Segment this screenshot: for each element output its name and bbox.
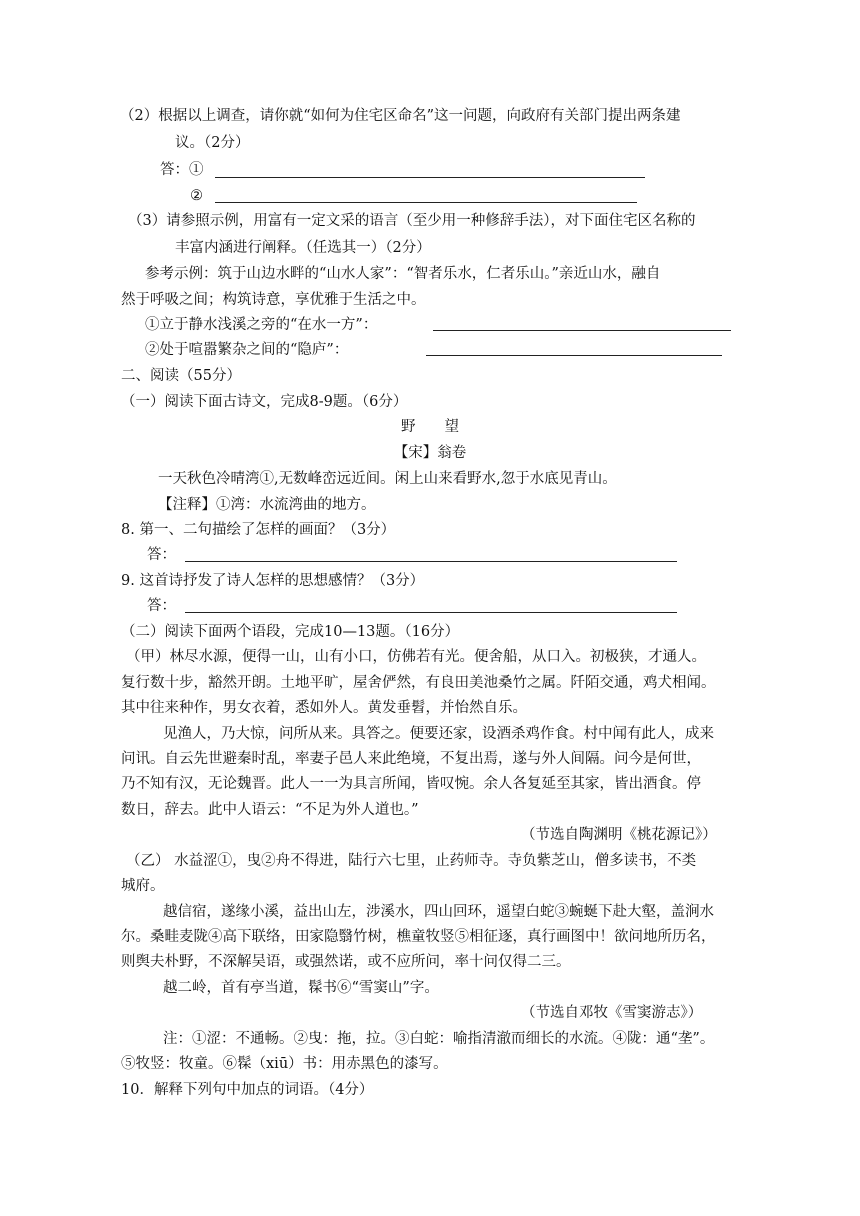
passage-jia-line: 问讯。自云先世避秦时乱，率妻子邑人来此绝境，不复出焉，遂与外人间隔。问今是何世， <box>121 751 701 767</box>
passage-yi-line: 越信宿，遂缘小溪，益出山左，涉溪水，四山回环，遥望白蛇③蜿蜒下赴大壑，盖涧水 <box>163 904 714 920</box>
question-8-answer-label: 答： <box>147 547 176 563</box>
q2-answer-1-blank[interactable] <box>215 177 645 178</box>
q3-example-line1: 参考示例：筑于山边水畔的“山水人家”：“智者乐水，仁者乐山。”亲近山水，融自 <box>145 266 661 282</box>
question-9: 9. 这首诗抒发了诗人怎样的思想感情？（3分） <box>121 573 425 589</box>
q2-line2: 议。（2分） <box>175 135 250 151</box>
passage-jia-line: 数日，辞去。此中人语云：“不足为外人道也。” <box>121 802 419 818</box>
q3-item2-blank[interactable] <box>426 355 722 356</box>
question-8-answer-blank[interactable] <box>185 561 677 562</box>
q2-answer-2-blank[interactable] <box>215 202 637 203</box>
passage-yi-line: 越二岭，首有亭当道，髹书⑥“雪窦山”字。 <box>163 980 439 996</box>
passage-notes-line2: ⑤牧竖：牧童。⑥髹（xiū）书：用赤黑色的漆写。 <box>121 1056 448 1072</box>
question-9-answer-label: 答： <box>147 598 176 614</box>
passage-yi-line: 城府。 <box>121 878 165 894</box>
passage-yi-source: （节选自邓牧《雪窦游志》） <box>521 1005 703 1021</box>
poem-author: 【宋】翁卷 <box>393 445 467 461</box>
q3-line2: 丰富内涵进行阐释。（任选其一）（2分） <box>175 240 431 256</box>
q2-answer-1-label: 答：① <box>160 162 204 178</box>
poem-note: 【注释】①湾：水流湾曲的地方。 <box>158 497 376 513</box>
question-10: 10．解释下列句中加点的词语。（4分） <box>121 1082 374 1098</box>
passage-jia-line: 见渔人，乃大惊，问所从来。具答之。便要还家，设酒杀鸡作食。村中闻有此人，成来 <box>163 726 714 742</box>
part1-intro: （一）阅读下面古诗文，完成8-9题。（6分） <box>121 394 408 410</box>
q3-example-line2: 然于呼吸之间；构筑诗意，享优雅于生活之中。 <box>121 292 426 308</box>
passage-jia-line: （甲）林尽水源，便得一山，山有小口，仿佛若有光。便舍船，从口入。初极狭，才通人。 <box>126 649 706 665</box>
passage-jia-line: 其中往来种作，男女衣着，悉如外人。黄发垂髫，并怡然自乐。 <box>121 700 527 716</box>
q2-answer-2-label: ② <box>190 188 203 204</box>
poem-text: 一天秋色冷晴湾①,无数峰峦远近间。闲上山来看野水,忽于水底见青山。 <box>158 471 617 487</box>
q3-line1: （3）请参照示例，用富有一定文采的语言（至少用一种修辞手法），对下面住宅区名称的 <box>128 213 696 229</box>
q3-item1: ①立于静水浅溪之旁的“在水一方”： <box>145 317 378 333</box>
passage-jia-source: （节选自陶渊明《桃花源记》） <box>521 827 717 843</box>
part2-intro: （二）阅读下面两个语段，完成10—13题。（16分） <box>121 624 460 640</box>
question-9-answer-blank[interactable] <box>185 612 677 613</box>
q3-item1-blank[interactable] <box>433 330 731 331</box>
passage-yi-line: 则舆夫朴野，不深解吴语，或强然诺，或不应所问，率十问仅得二三。 <box>121 954 571 970</box>
question-8: 8. 第一、二句描绘了怎样的画面？（3分） <box>121 522 396 538</box>
passage-notes-line1: 注：①涩：不通畅。②曳：拖，拉。③白蛇：喻指清澈而细长的水流。④陇：通“垄”。 <box>163 1031 715 1047</box>
passage-yi-line: 尔。桑畦麦陇④高下联络，田家隐翳竹树，樵童牧竖⑤相征逐，真行画图中！欲问地所历名， <box>121 929 716 945</box>
poem-title: 野 望 <box>401 419 459 435</box>
passage-yi-line: （乙） 水益涩①，曳②舟不得进，陆行六七里，止药师寺。寺负紫芝山，僧多读书，不类 <box>126 853 697 869</box>
passage-jia-line: 复行数十步，豁然开朗。土地平旷，屋舍俨然，有良田美池桑竹之属。阡陌交通，鸡犬相闻。 <box>121 675 716 691</box>
passage-jia-line: 乃不知有汉，无论魏晋。此人一一为具言所闻，皆叹惋。余人各复延至其家，皆出酒食。停 <box>121 776 701 792</box>
section-heading: 二、阅读（55分） <box>121 368 241 384</box>
q2-line1: （2）根据以上调查，请你就“如何为住宅区命名”这一问题，向政府有关部门提出两条建 <box>120 108 681 124</box>
q3-item2: ②处于喧嚣繁杂之间的“隐庐”： <box>145 342 349 358</box>
